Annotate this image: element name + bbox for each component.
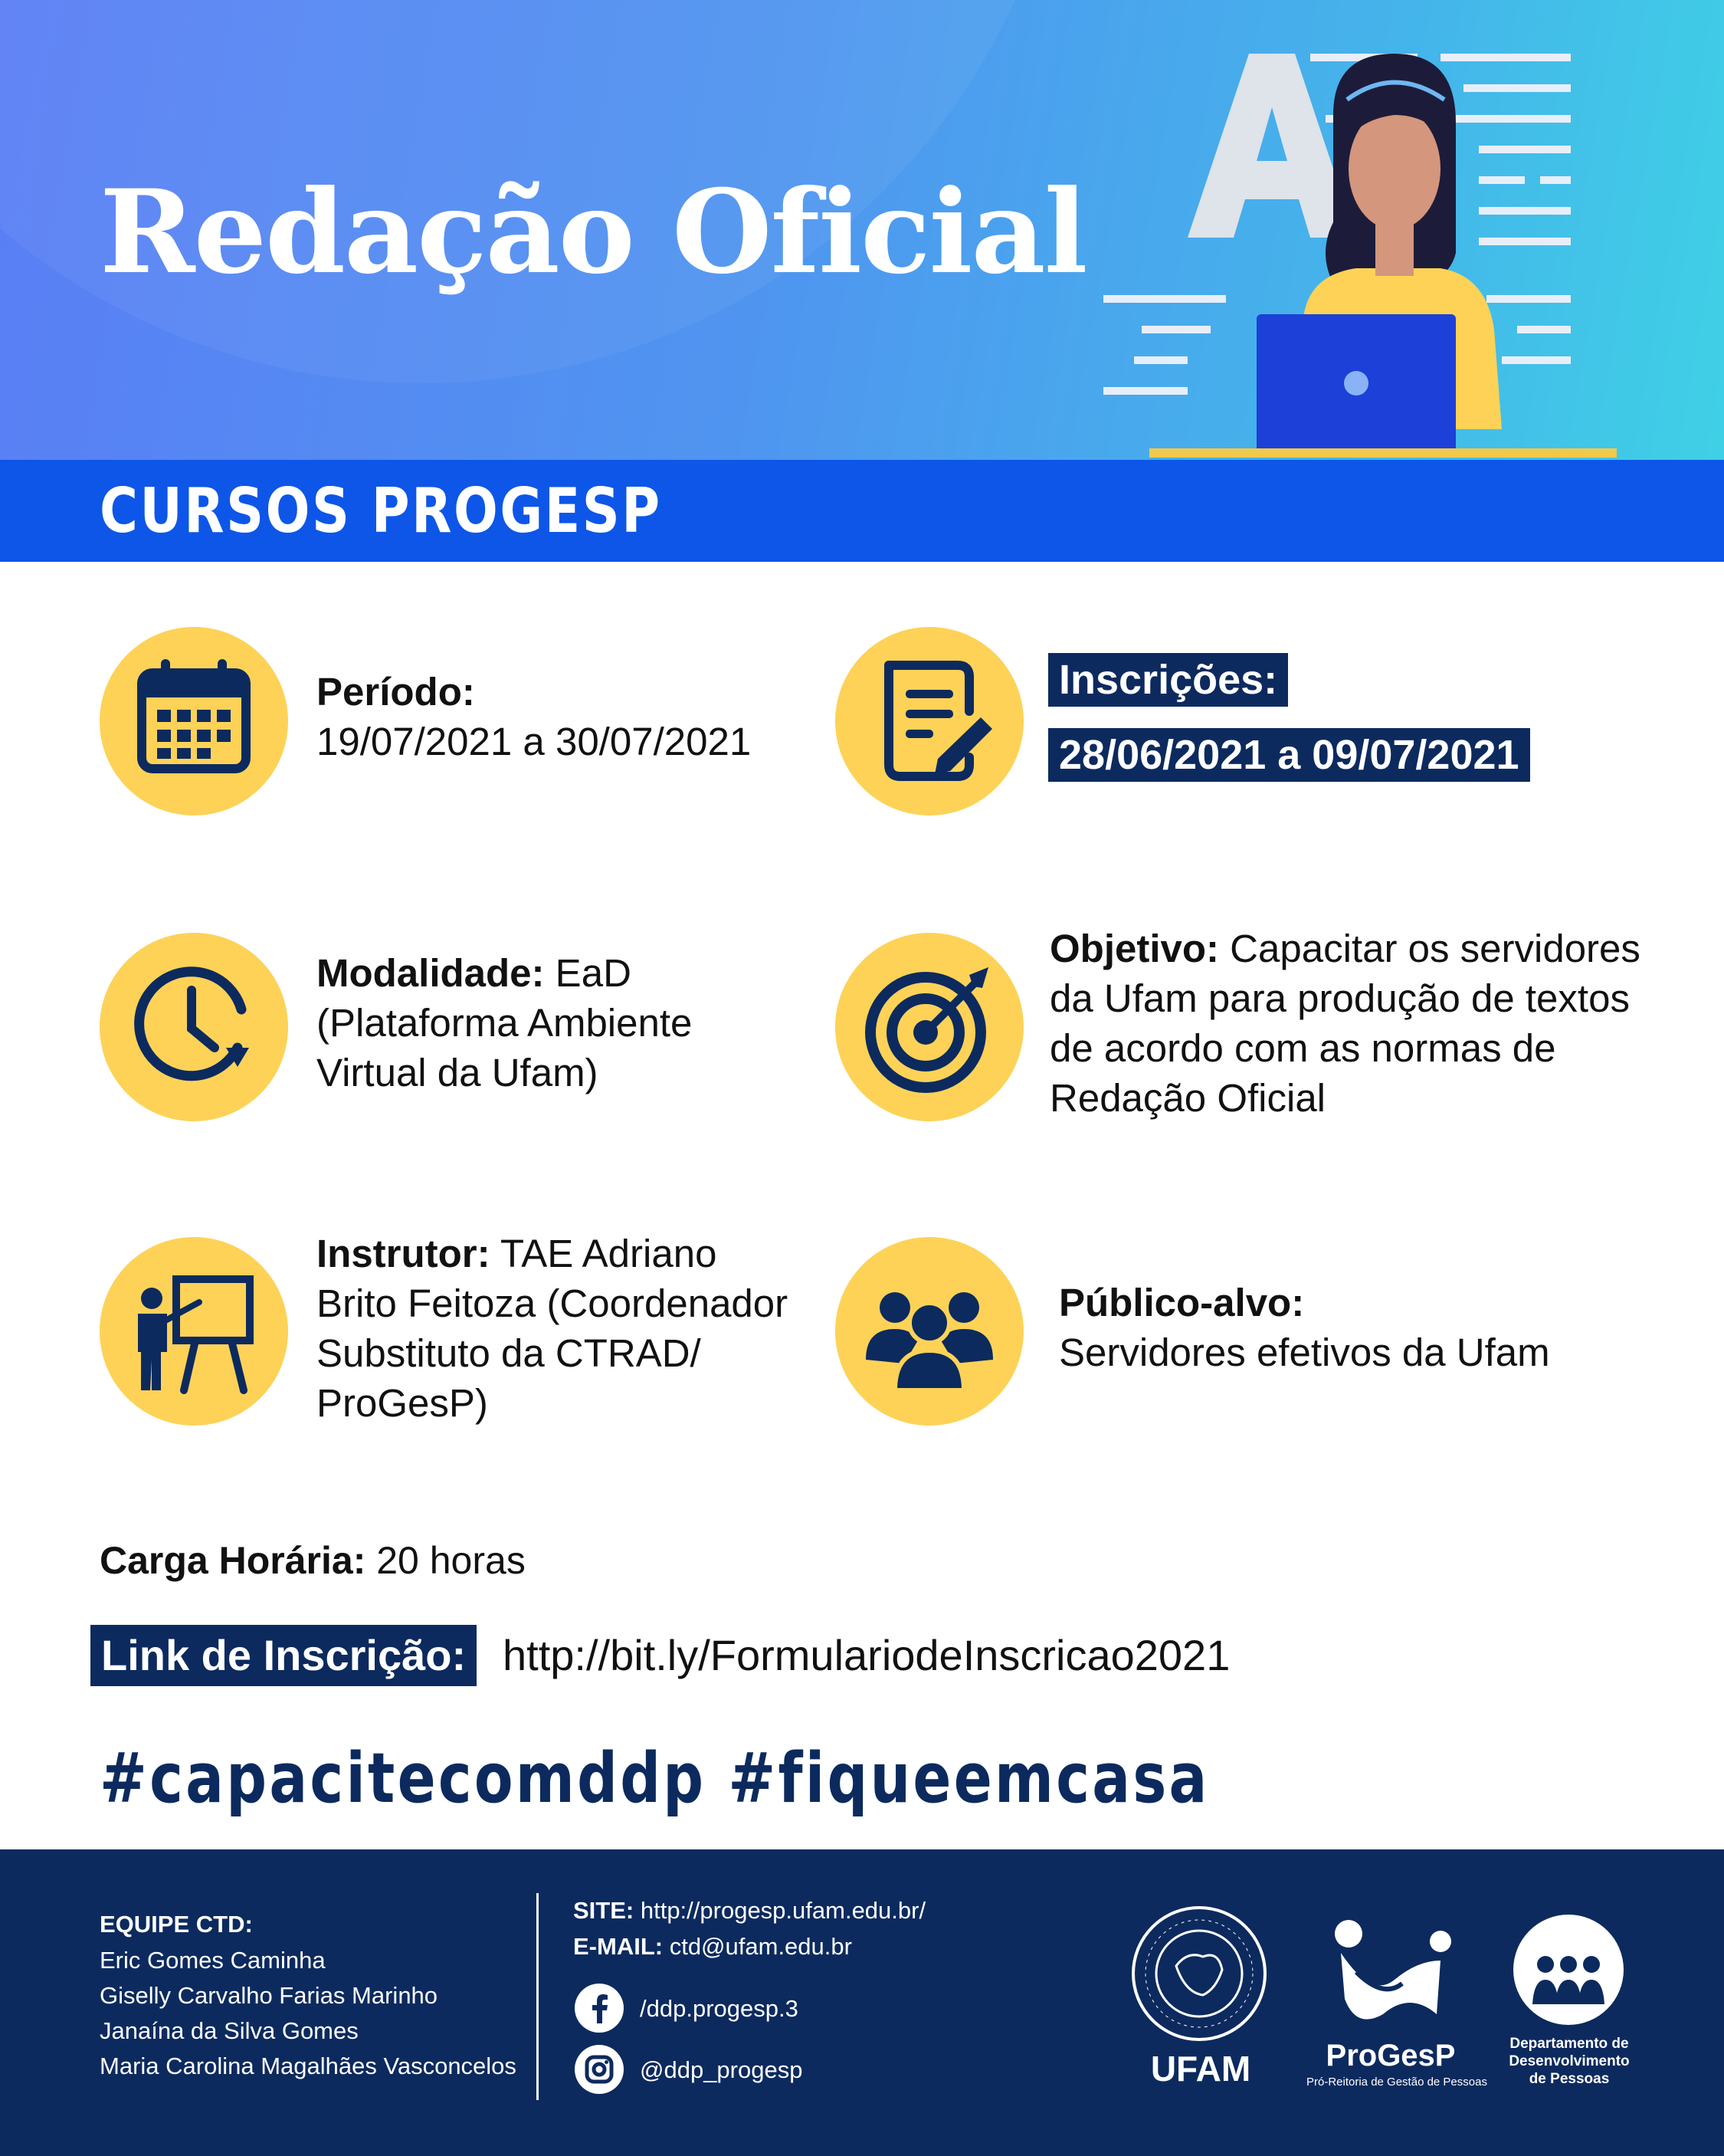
objetivo-line1: Capacitar os servidores xyxy=(1219,927,1640,970)
instrutor-line3: Substituto da CTRAD/ xyxy=(316,1331,701,1375)
page-title: Redação Oficial xyxy=(100,165,1087,300)
progesp-text: ProGesP xyxy=(1326,2039,1456,2072)
inscricoes-value: 28/06/2021 a 09/07/2021 xyxy=(1048,728,1530,782)
footer-divider xyxy=(536,1893,539,2100)
modalidade-line2: (Plataforma Ambiente xyxy=(316,1001,693,1045)
group-icon xyxy=(835,1237,1024,1426)
modalidade-line3: Virtual da Ufam) xyxy=(316,1051,598,1094)
facebook-icon[interactable] xyxy=(575,1984,624,2033)
instrutor-text xyxy=(316,1229,788,1428)
presenter-icon xyxy=(100,1237,288,1426)
modalidade-label: Modalidade: xyxy=(316,951,545,995)
hashtags: #capacitecomddp #fiqueemcasa xyxy=(100,1738,1210,1819)
objetivo-text xyxy=(1050,924,1640,1123)
publico-value: Servidores efetivos da Ufam xyxy=(1059,1331,1550,1374)
progesp-subtitle: Pró-Reitoria de Gestão de Pessoas xyxy=(1306,2076,1487,2089)
instagram-handle[interactable]: @ddp_progesp xyxy=(640,2056,803,2083)
ddp-line2: Desenvolvimento xyxy=(1509,2053,1630,2069)
link-label: Link de Inscrição: xyxy=(90,1625,477,1686)
objetivo-line2: da Ufam para produção de textos xyxy=(1050,976,1630,1020)
carga-value: 20 horas xyxy=(365,1539,526,1582)
instrutor-line4: ProGesP) xyxy=(316,1381,488,1425)
target-icon xyxy=(835,933,1024,1121)
site-link[interactable]: http://progesp.ufam.edu.br/ xyxy=(634,1897,926,1924)
publico-label: Público-alvo: xyxy=(1059,1281,1305,1324)
woman-laptop-illustration xyxy=(1103,23,1655,460)
ddp-line3: de Pessoas xyxy=(1529,2071,1610,2087)
carga-label: Carga Horária: xyxy=(100,1539,366,1582)
document-edit-icon xyxy=(835,627,1024,815)
modalidade-text xyxy=(316,948,692,1098)
band-title: CURSOS PROGESP xyxy=(100,475,662,546)
facebook-handle[interactable]: /ddp.progesp.3 xyxy=(640,1995,798,2022)
link-url[interactable]: http://bit.ly/FormulariodeInscricao2021 xyxy=(503,1631,1231,1679)
calendar-icon xyxy=(100,627,288,815)
objetivo-label: Objetivo: xyxy=(1050,927,1220,970)
email-label: E-MAIL: xyxy=(573,1933,664,1960)
carga-horaria xyxy=(100,1538,526,1583)
objetivo-line3: de acordo com as normas de xyxy=(1050,1026,1556,1070)
ddp-line1: Departamento de xyxy=(1509,2036,1629,2052)
ufam-seal-logo xyxy=(1130,1905,1268,2043)
team-title: EQUIPE CTD: xyxy=(100,1911,253,1938)
instrutor-label: Instrutor: xyxy=(316,1232,490,1275)
inscricoes-label: Inscrições: xyxy=(1048,653,1288,707)
site-row xyxy=(573,1897,926,1925)
instrutor-line1: TAE Adriano xyxy=(490,1232,717,1275)
team-member: Eric Gomes Caminha xyxy=(100,1947,326,1974)
team-member: Giselly Carvalho Farias Marinho xyxy=(100,1982,438,2009)
periodo-label: Período: xyxy=(316,670,475,714)
team-member: Janaína da Silva Gomes xyxy=(100,2017,359,2044)
header-banner xyxy=(0,0,1724,460)
site-label: SITE: xyxy=(573,1897,634,1924)
ddp-text xyxy=(1494,2035,1644,2088)
instrutor-line2: Brito Feitoza (Coordenador xyxy=(316,1281,788,1325)
objetivo-line4: Redação Oficial xyxy=(1050,1076,1326,1120)
ufam-text: UFAM xyxy=(1150,2049,1251,2089)
team-member: Maria Carolina Magalhães Vasconcelos xyxy=(100,2053,516,2079)
ddp-logo xyxy=(1511,1912,1626,2027)
instagram-icon[interactable] xyxy=(575,2045,624,2094)
periodo-value: 19/07/2021 a 30/07/2021 xyxy=(316,720,752,763)
periodo-text xyxy=(316,667,751,766)
modalidade-value: EaD xyxy=(544,951,631,995)
email-link[interactable]: ctd@ufam.edu.br xyxy=(663,1933,852,1960)
progesp-logo xyxy=(1326,1907,1456,2037)
email-row xyxy=(573,1933,852,1961)
publico-text xyxy=(1059,1278,1550,1377)
clock-icon xyxy=(100,933,288,1121)
